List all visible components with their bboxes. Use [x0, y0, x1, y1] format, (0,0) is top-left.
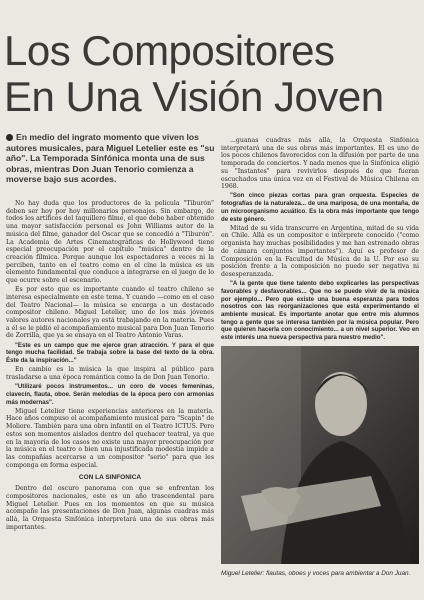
paragraph: Es por esto que es importante cuando el teatro chileno se interesa especialmente en este tema. Y cuando —como en el caso del Teatro Nacional— la música se encarga a un destacado compositor chileno. Miguel Letelier, uno de los más jóvenes valores autores nacionales ya está trabajando en la materia. Pues a él se le pidió el acompañamiento musical para Don Juan Tenorio de Zorrilla, que ya se ensaya en el Teatro Antonio Varas.	[6, 286, 214, 340]
title-line-2: En Una Visión Joven	[4, 73, 384, 120]
left-column	[6, 200, 214, 598]
paragraph: Miguel Letelier tiene experiencias anteriores en la materia. Hace años compuso el acompañamiento musical para "Scapin" de Moliere. También para una obra infantil en el Teatro ICTUS. Pero estos son momentos aislados dentro del quehacer teatral, ya que en la mayoría de los casos no existe una mayor preocupación por la música en el teatro o bien una injustificada modestia impide a las compañías acercarse a un compositor "serio" para que les componga en forma especial.	[6, 407, 214, 469]
photo-portrait-icon	[221, 346, 419, 564]
paragraph: No hay duda que los productores de la película "Tiburón" deben ser hoy por hoy millonarios personajes. Sin embargo, de todos los artífices del taquillero filme, el que debe haber obtenido una mayor satisfacción personal es John Williams autor de la música del filme, ganador del Oscar que se concedió a "Tiburón". La Academia de Artes Cinematográficas de Hollywood tiene especial preocupación por el capítulo "música" dentro de la creación fílmica. Porque aunque los espectadores a veces ni la perciben, tanto en el teatro como en el cine la música es un elemento fundamental que conduce a integrarse en el juego de lo que ocurre sobre el escenario.	[6, 200, 214, 285]
paragraph: En cambio es la música la que inspira al público para trasladarse a una época romántica como la de Don Juan Tenorio.	[6, 366, 214, 381]
article-title	[4, 28, 420, 120]
photo-caption: Miguel Letelier: flautas, oboes y voces para ambientar a Don Juan.	[221, 570, 411, 577]
paragraph: "Este es un campo que me ejerce gran atracción. Y para el que tengo mucha facilidad. Se trabaja sobre la base del texto de la obra. Éste da la inspiración..."	[6, 341, 214, 365]
paragraph: "A la gente que tiene talento debo explicarles las perspectivas favorables y desfavorables... Que no se puede vivir de la música por ejemplo... Pero que existe una buena esperanza para todos nosotros con las reorganizaciones que está experimentando el ambiente musical. Es importante anotar que entre mis alumnos tengo a gente que se interesa también por la música popular. Pero que quieren hacerla con conocimiento... a un nivel superior. Veo en este interés una nueva perspectiva para nuestro medio".	[221, 280, 419, 342]
paragraph: ...guanas cuadras más allá, la Orquesta Sinfónica interpretará una de sus obras más importantes. El es uno de los pocos chilenos favorecidos con la difusión por parte de una temporada de conciertos. Y nada menos que la Sinfónica eligió su "Instantes" para revivirlos después de que fueran escuchados una única vez en el Festival de Música Chilena en 1968.	[221, 137, 419, 191]
paragraph: "Utilizaré pocos instrumentos... un coro de voces femeninas, clavecín, flauta, oboe. Serán melodías de la época pero con armonías más modernas".	[6, 383, 214, 406]
title-line-1: Los Compositores	[4, 27, 335, 74]
lead-text: En medio del ingrato momento que viven los autores musicales, para Miguel Letelier este es "su año". La Temporada Sinfónica monta una de sus obras, mientras Don Juan Tenorio comienza a moverse bajo sus acordes.	[6, 132, 215, 185]
paragraph: Dentro del oscuro panorama con que se enfrentan los compositores nacionales, este es un año trascendental para Miguel Letelier. Pues en los momentos en que su música acompañe las presentaciones de Don Juan, algunas cuadras más allá, la Orquesta Sinfónica interpretará una de sus obras más importantes.	[6, 485, 214, 531]
article-photo	[221, 346, 419, 564]
section-heading: CON LA SINFONICA	[78, 474, 142, 482]
paragraph: "Son cinco piezas cortas para gran orquesta. Especies de fotografías de la naturaleza... de una mariposa, de una montaña, de un microorganismo acuático. Es la obra más importante que tengo de este género.	[221, 192, 419, 223]
right-column	[221, 137, 419, 345]
paragraph: Mitad de su vida transcurre en Argentina, mitad de su vida en Chile. Allá es un compositor e intérprete conocido ("como organista hay muchas posibilidades y me han estrenado obras de cámara conjuntos importantes"). Aquí es profesor de Composición en la Facultad de Música de la U. Por eso su posición frente a la composición no puede ser negativa ni desesperanzada.	[221, 224, 419, 278]
article-lead	[6, 132, 220, 185]
bullet-icon	[6, 134, 13, 141]
